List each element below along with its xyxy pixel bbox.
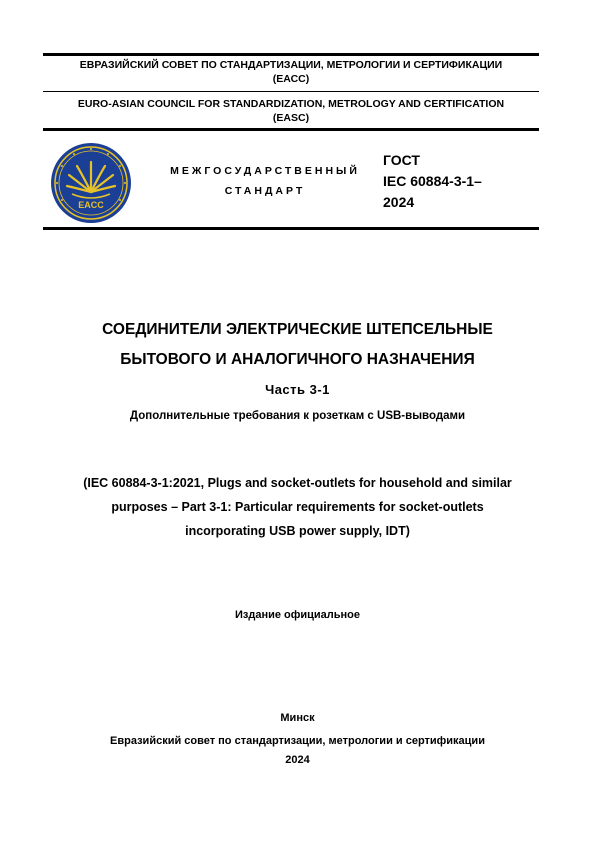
easc-logo bbox=[50, 142, 132, 224]
iec-ref-line1: (IEC 60884-3-1:2021, Plugs and socket-outlets for household and similar bbox=[83, 476, 512, 490]
iec-ref-line3: incorporating USB power supply, IDT) bbox=[185, 524, 410, 538]
standard-type-line1: МЕЖГОСУДАРСТВЕННЫЙ bbox=[170, 165, 360, 177]
council-name-en bbox=[43, 98, 539, 125]
iec-ref-line2: purposes – Part 3-1: Particular requirements for socket-outlets bbox=[111, 500, 484, 514]
top-rule bbox=[43, 53, 539, 56]
gost-line3: 2024 bbox=[383, 194, 415, 210]
council-divider bbox=[43, 91, 539, 92]
standard-type-line2: СТАНДАРТ bbox=[224, 185, 306, 197]
council-name-en-text: EURO-ASIAN COUNCIL FOR STANDARDIZATION, METROLOGY AND CERTIFICATION bbox=[77, 98, 505, 110]
gost-line2: IEC 60884-3-1– bbox=[383, 173, 482, 189]
gost-line1: ГОСТ bbox=[383, 152, 420, 168]
gost-designation bbox=[383, 150, 482, 213]
header-rule bbox=[43, 128, 539, 131]
title-line2: БЫТОВОГО И АНАЛОГИЧНОГО НАЗНАЧЕНИЯ bbox=[120, 351, 475, 368]
footer-city: Минск bbox=[280, 712, 315, 724]
council-abbr-en: (EASC) bbox=[272, 111, 310, 124]
title-line1: СОЕДИНИТЕЛИ ЭЛЕКТРИЧЕСКИЕ ШТЕПСЕЛЬНЫЕ bbox=[102, 321, 493, 338]
part-number: Часть 3-1 bbox=[265, 382, 330, 397]
logo-text: EACC bbox=[78, 200, 104, 210]
edition-label: Издание официальное bbox=[234, 609, 361, 621]
title-subtitle: Дополнительные требования к розеткам с USB-выводами bbox=[129, 410, 466, 422]
standard-block-rule bbox=[43, 227, 539, 230]
footer-publisher: Евразийский совет по стандартизации, метрологии и сертификации bbox=[110, 735, 485, 747]
council-abbr-ru: (ЕАСС) bbox=[272, 72, 310, 85]
council-name-ru bbox=[43, 59, 539, 86]
council-name-ru-text: ЕВРАЗИЙСКИЙ СОВЕТ ПО СТАНДАРТИЗАЦИИ, МЕТРОЛОГИИ И СЕРТИФИКАЦИИ bbox=[79, 59, 503, 71]
easc-emblem-icon bbox=[50, 142, 132, 224]
footer-year: 2024 bbox=[285, 754, 310, 766]
